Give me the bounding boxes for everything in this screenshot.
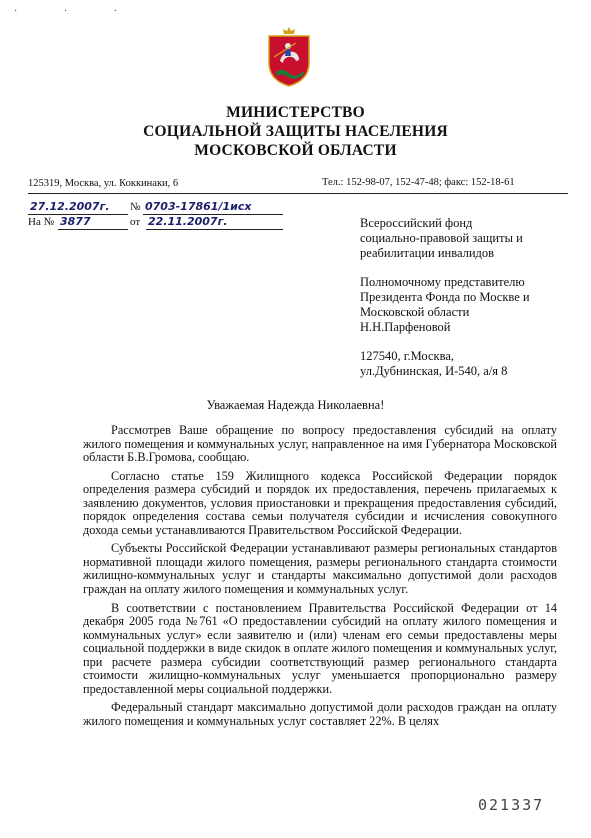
recipient-organization: Всероссийский фонд социально-правовой защиты и реабилитации инвалидов: [360, 216, 523, 260]
outgoing-number: 0703-17861/1исх: [145, 200, 252, 213]
scan-marks: · · ·: [14, 6, 139, 17]
ministry-phones: Тел.: 152-98-07, 152-47-48; факс: 152-18-61: [322, 177, 515, 188]
ministry-address: 125319, Москва, ул. Коккинаки, 6: [28, 178, 179, 189]
ministry-line-2: СОЦИАЛЬНОЙ ЗАЩИТЫ НАСЕЛЕНИЯ: [143, 123, 448, 140]
body-paragraph: В соответствии с постановлением Правительства Российской Федерации от 14 декабря 2005 года №761 «О предоставлении субсидий на оплату жилого помещения и коммунальных услуг» если заявителю и (или) членам его семьи предоставлены меры социальной поддержки в виде скидок в оплате жилого помещения и коммунальных услуг, при расчете размера субсидии соответствующий размер регионального стандарта стоимости жилищно-коммунальных услуг уменьшается пропорционально размеру предоставленной меры социальной поддержки.: [83, 600, 557, 696]
body-paragraph: Федеральный стандарт максимально допустимой доли расходов граждан на оплату жилого помещения и коммунальных услуг составляет 22%. В целях: [83, 700, 557, 728]
outgoing-number-label: №: [130, 201, 141, 213]
recipient-postal-address: 127540, г.Москва, ул.Дубнинская, И-540, а/я 8: [360, 349, 508, 378]
reference-number-line: [58, 215, 128, 230]
outgoing-date: 27.12.2007г.: [30, 200, 110, 213]
body-paragraph: Согласно статье 159 Жилищного кодекса Российской Федерации порядок определения размера субсидий и порядок их предоставления, перечень прилагаемых к заявлению документов, условия приостановки и прекращения предоставления субсидий, порядок определения состава семьи получателя субсидии и исчисления совокупного дохода семьи устанавливаются Правительством Российской Федерации.: [83, 468, 557, 537]
recipient-block: [360, 216, 580, 393]
body-paragraph: Субъекты Российской Федерации устанавливают размеры региональных стандартов нормативной площади жилого помещения, размеры регионального стандарта стоимости жилищно-коммунальных услуг и стандарты максимально допустимой доли расходов граждан на оплату жилого помещения и коммунальных услуг.: [83, 541, 557, 597]
reference-number-label: На №: [28, 216, 55, 228]
header-rule: [28, 193, 568, 194]
reference-date-line: [146, 215, 283, 230]
ministry-line-3: МОСКОВСКОЙ ОБЛАСТИ: [194, 142, 397, 159]
reference-number: 3877: [60, 215, 91, 228]
ministry-line-1: МИНИСТЕРСТВО: [226, 104, 365, 121]
outgoing-number-line: [143, 200, 283, 215]
reference-date-label: от: [130, 216, 141, 228]
moscow-oblast-coat-of-arms-icon: [266, 25, 312, 87]
recipient-representative: Полномочному представителю Президента Фонда по Москве и Московской области Н.Н.Парфеновой: [360, 275, 530, 334]
document-stamp-number: 021337: [478, 796, 545, 814]
body-paragraph: Рассмотрев Ваше обращение по вопросу предоставления субсидий на оплату жилого помещения и коммунальных услуг, направленное на имя Губернатора Московской области Б.В.Громова, сообщаю.: [83, 423, 557, 465]
ministry-name: [0, 103, 591, 160]
greeting: Уважаемая Надежда Николаевна!: [206, 398, 385, 412]
reference-date: 22.11.2007г.: [148, 215, 228, 228]
letter-body: [83, 424, 557, 733]
outgoing-date-line: [28, 200, 128, 215]
